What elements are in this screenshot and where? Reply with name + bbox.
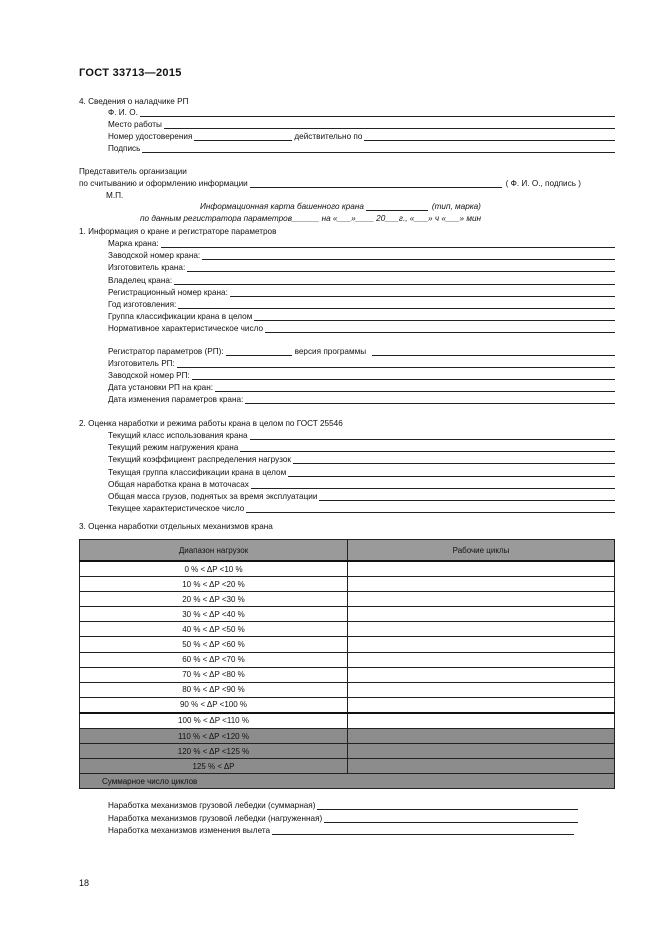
document-header: ГОСТ 33713—2015	[79, 67, 182, 79]
crane-field-1-label: Заводской номер крана:	[108, 251, 201, 261]
recorder-field-0-label: Изготовитель РП:	[108, 359, 175, 368]
cycles-cell[interactable]	[348, 713, 615, 729]
cycles-cell[interactable]	[348, 622, 615, 637]
crane-field-1-line	[108, 251, 615, 260]
table-header-row	[80, 540, 615, 562]
usage-field-5-label: Общая масса грузов, поднятых за время эксплуатации	[108, 492, 318, 501]
usage-field-1-line	[108, 443, 615, 452]
cycles-cell[interactable]	[348, 682, 615, 697]
load-range-cell: 120 % < ΔP <125 %	[80, 744, 348, 759]
crane-field-7-label: Нормативное характеристическое число	[108, 324, 264, 334]
section4-title: 4. Сведения о наладчике РП	[79, 97, 189, 106]
load-range-cell: 70 % < ΔP <80 %	[80, 667, 348, 682]
org-rep-field[interactable]	[250, 179, 502, 188]
usage-field-1-field[interactable]	[240, 443, 615, 452]
table-row	[80, 667, 615, 682]
usage-field-5-field[interactable]	[319, 492, 615, 501]
recorder-label: Регистратор параметров (РП):	[108, 347, 224, 356]
crane-field-5-label: Год изготовления:	[108, 300, 177, 309]
section1-title: 1. Информация о кране и регистраторе параметров	[79, 227, 277, 236]
load-range-cell: 90 % < ΔP <100 %	[80, 697, 348, 713]
cert-label: Номер удостоверения	[108, 132, 193, 141]
crane-field-4-field[interactable]	[230, 288, 615, 297]
signature-line	[108, 144, 615, 153]
crane-field-3-line	[108, 276, 615, 285]
usage-field-3-label: Текущая группа классификации крана в целом	[108, 467, 287, 477]
recorder-field-0-field[interactable]	[177, 359, 615, 368]
cycles-cell[interactable]	[348, 592, 615, 607]
crane-field-0-label: Марка крана:	[108, 239, 159, 248]
card-title: Информационная карта башенного крана	[200, 202, 364, 211]
mechanism-1-label: Наработка механизмов грузовой лебедки (нагруженная)	[108, 813, 323, 823]
org-rep-line	[79, 179, 581, 188]
workplace-label: Место работы	[108, 120, 162, 129]
card-title-line1	[200, 202, 500, 211]
table-row	[80, 577, 615, 592]
page-number: 18	[79, 878, 90, 888]
load-range-cell: 60 % < ΔP <70 %	[80, 652, 348, 667]
cycles-cell[interactable]	[348, 607, 615, 622]
crane-field-6-label: Группа классификации крана в целом	[108, 312, 253, 322]
cycles-cell[interactable]	[348, 667, 615, 682]
recorder-line	[108, 347, 615, 356]
usage-field-4-line	[108, 480, 615, 489]
table-row	[80, 607, 615, 622]
usage-field-3-field[interactable]	[288, 468, 615, 477]
type-hint: (тип, марка)	[431, 202, 481, 211]
mechanism-0-label: Наработка механизмов грузовой лебедки (суммарная)	[108, 801, 316, 810]
table-row	[80, 637, 615, 652]
usage-field-4-label: Общая наработка крана в моточасах	[108, 479, 249, 489]
usage-field-4-field[interactable]	[251, 480, 615, 489]
section3-title: 3. Оценка наработки отдельных механизмов крана	[79, 522, 273, 531]
mechanism-2-line	[108, 826, 574, 835]
load-range-cell: 40 % < ΔP <50 %	[80, 622, 348, 637]
fio-field[interactable]	[140, 108, 615, 117]
valid-field[interactable]	[364, 132, 615, 141]
cycles-cell[interactable]	[348, 577, 615, 592]
org-rep-label: по считыванию и оформлению информации	[79, 179, 248, 188]
table-row	[80, 729, 615, 744]
usage-field-1-label: Текущий режим нагружения крана	[108, 443, 239, 453]
load-range-cell: 20 % < ΔP <30 %	[80, 592, 348, 607]
recorder-field-2-line	[108, 383, 615, 392]
table-row	[80, 561, 615, 577]
crane-field-6-field[interactable]	[254, 312, 615, 321]
recorder-field-1-field[interactable]	[192, 371, 615, 380]
table-row	[80, 744, 615, 759]
crane-field-2-line	[108, 263, 615, 272]
load-range-cell: 10 % < ΔP <20 %	[80, 577, 348, 592]
crane-field-0-field[interactable]	[161, 239, 615, 248]
usage-field-0-line	[108, 431, 615, 440]
recorder-field-1-label: Заводской номер РП:	[108, 371, 190, 380]
table-row	[80, 759, 615, 774]
usage-field-6-line	[108, 504, 615, 513]
cycles-cell[interactable]	[348, 637, 615, 652]
cycles-cell[interactable]	[348, 759, 615, 774]
program-version-field[interactable]	[372, 347, 615, 356]
workplace-line	[108, 120, 615, 129]
usage-field-0-field[interactable]	[250, 431, 615, 440]
sum-cycles-label: Суммарное число циклов	[80, 774, 615, 789]
crane-field-3-label: Владелец крана:	[108, 275, 173, 285]
section2-title: 2. Оценка наработки и режима работы крана в целом по ГОСТ 25546	[79, 419, 343, 428]
fio-sign-label: ( Ф. И. О., подпись )	[505, 179, 581, 188]
cycles-cell[interactable]	[348, 729, 615, 744]
cycles-cell[interactable]	[348, 561, 615, 577]
workplace-field[interactable]	[164, 120, 615, 129]
load-range-cell: 0 % < ΔP <10 %	[80, 561, 348, 577]
mechanism-2-label: Наработка механизмов изменения вылета	[108, 826, 271, 835]
load-range-cell: 110 % < ΔP <120 %	[80, 729, 348, 744]
cert-line	[108, 132, 615, 141]
usage-field-5-line	[108, 492, 615, 501]
table-row	[80, 622, 615, 637]
card-title-line2: по данным регистратора параметров______ на «___»____ 20___г., «___» ч «___» мин	[140, 214, 482, 223]
crane-field-4-label: Регистрационный номер крана:	[108, 287, 228, 297]
mechanism-1-line	[108, 814, 578, 823]
crane-field-5-line	[108, 300, 615, 309]
usage-field-3-line	[108, 468, 615, 477]
valid-label: действительно по	[294, 132, 363, 141]
sum-row	[80, 774, 615, 789]
recorder-field-2-field[interactable]	[215, 383, 615, 392]
crane-field-2-label: Изготовитель крана:	[108, 263, 186, 273]
cycles-cell[interactable]	[348, 744, 615, 759]
mechanism-2-field[interactable]	[272, 826, 574, 835]
cycles-cell[interactable]	[348, 697, 615, 713]
crane-type-field[interactable]	[366, 202, 428, 211]
usage-field-2-label: Текущий коэффициент распределения нагрузок	[108, 455, 292, 465]
fio-label: Ф. И. О.	[108, 108, 138, 117]
table-row	[80, 697, 615, 713]
crane-field-5-field[interactable]	[178, 300, 615, 309]
mechanism-1-field[interactable]	[324, 814, 578, 823]
load-cycles-table	[79, 539, 615, 789]
range-header: Диапазон нагрузок	[80, 540, 348, 562]
table-row	[80, 682, 615, 697]
crane-field-6-line	[108, 312, 615, 321]
cycles-cell[interactable]	[348, 652, 615, 667]
table-row	[80, 713, 615, 729]
load-range-cell: 125 % < ΔP	[80, 759, 348, 774]
recorder-field-3-label: Дата изменения параметров крана:	[108, 395, 244, 404]
crane-field-2-field[interactable]	[187, 263, 615, 272]
load-range-cell: 100 % < ΔP <110 %	[80, 713, 348, 729]
usage-field-6-label: Текущее характеристическое число	[108, 504, 245, 514]
table-row	[80, 652, 615, 667]
load-range-cell: 80 % < ΔP <90 %	[80, 682, 348, 697]
signature-field[interactable]	[142, 144, 615, 153]
table-row	[80, 592, 615, 607]
mechanism-0-field[interactable]	[317, 801, 578, 810]
mechanism-0-line	[108, 801, 578, 810]
crane-field-7-field[interactable]	[265, 324, 615, 333]
crane-field-0-line	[108, 239, 615, 248]
mp-label: М.П.	[106, 191, 124, 200]
cycles-header: Рабочие циклы	[348, 540, 615, 562]
crane-field-7-line	[108, 324, 615, 333]
recorder-field[interactable]	[226, 347, 292, 356]
cert-field[interactable]	[194, 132, 292, 141]
recorder-field-3-line	[108, 395, 615, 404]
crane-field-3-field[interactable]	[174, 276, 615, 285]
recorder-field-3-field[interactable]	[245, 395, 615, 404]
signature-label: Подпись	[108, 144, 141, 153]
program-version-label: версия программы	[294, 347, 367, 356]
load-range-cell: 50 % < ΔP <60 %	[80, 637, 348, 652]
usage-field-2-line	[108, 455, 615, 464]
org-rep-title: Представитель организации	[79, 167, 187, 176]
recorder-field-1-line	[108, 371, 615, 380]
crane-field-1-field[interactable]	[202, 251, 615, 260]
crane-field-4-line	[108, 288, 615, 297]
usage-field-0-label: Текущий класс использования крана	[108, 431, 248, 440]
fio-line	[108, 108, 615, 117]
usage-field-6-field[interactable]	[246, 504, 615, 513]
load-range-cell: 30 % < ΔP <40 %	[80, 607, 348, 622]
recorder-field-0-line	[108, 359, 615, 368]
usage-field-2-field[interactable]	[293, 455, 615, 464]
recorder-field-2-label: Дата установки РП на кран:	[108, 383, 214, 392]
